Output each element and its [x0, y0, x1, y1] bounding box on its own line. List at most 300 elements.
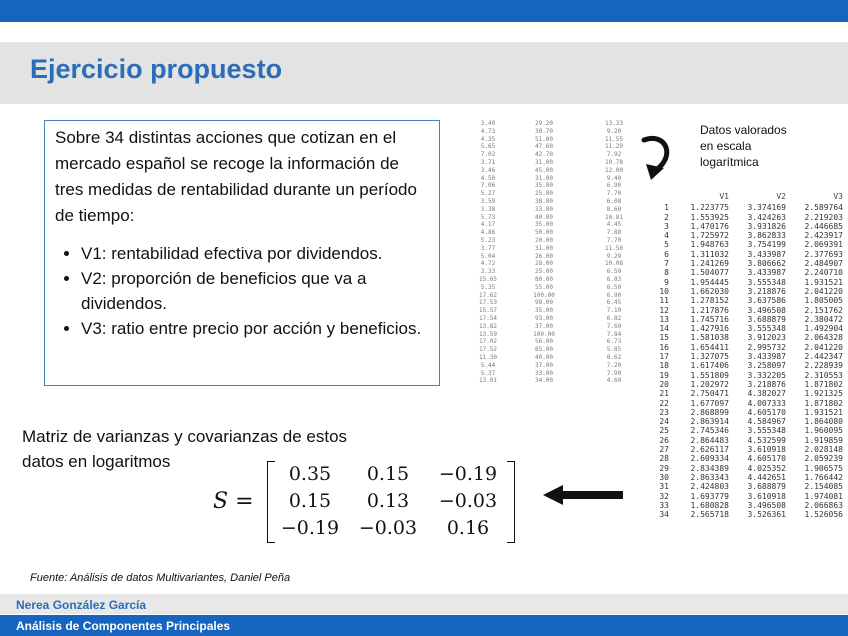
log-value-v1: 1.427916 [690, 324, 729, 334]
log-table-row [655, 352, 845, 361]
raw-data-cell: 50.00 [534, 229, 554, 237]
row-index: 1 [664, 203, 669, 213]
raw-data-cell: 93.00 [534, 314, 554, 322]
raw-data-cell: 35.00 [534, 307, 554, 315]
raw-data-cell: 30.70 [534, 127, 554, 135]
log-value-v1: 2.863343 [690, 472, 729, 482]
log-value-v1: 1.202972 [690, 379, 729, 389]
raw-data-cell: 6.50 [606, 268, 622, 276]
header-v1: V1 [719, 192, 729, 201]
raw-data-cell: 6.73 [606, 338, 622, 346]
log-value-v3: 2.219203 [804, 212, 843, 222]
raw-data-cell: 33.00 [534, 369, 554, 377]
header-v3: V3 [833, 192, 843, 201]
raw-data-cell: 3.33 [480, 268, 496, 276]
header-v2: V2 [776, 192, 786, 201]
log-value-v1: 2.626117 [690, 445, 729, 455]
log-value-v2: 3.496508 [747, 305, 786, 315]
raw-data-cell: 7.88 [606, 229, 622, 237]
raw-data-cell: 35.00 [534, 182, 554, 190]
log-value-v3: 1.974081 [804, 491, 843, 501]
variable-list [55, 241, 431, 341]
raw-data-cell: 6.90 [606, 182, 622, 190]
log-value-v3: 2.310553 [804, 370, 843, 380]
log-table-header [655, 192, 845, 201]
log-value-v1: 1.725972 [690, 231, 729, 241]
raw-data-column-3 [588, 120, 640, 430]
log-table-row [655, 417, 845, 426]
raw-data-cell: 7.84 [606, 330, 622, 338]
row-index: 19 [659, 370, 669, 380]
raw-data-cell: 98.00 [534, 299, 554, 307]
log-value-v1: 1.551809 [690, 370, 729, 380]
variable-item-v2: • V2: proporción de beneficios que va a dividendos. [81, 266, 431, 316]
log-value-v1: 1.654411 [690, 342, 729, 352]
log-value-v1: 1.677097 [690, 398, 729, 408]
log-table-row [655, 213, 845, 222]
raw-data-cell: 13.82 [478, 322, 498, 330]
raw-data-cell: 42.70 [534, 151, 554, 159]
row-index: 7 [664, 259, 669, 269]
log-value-v1: 1.662030 [690, 286, 729, 296]
log-table-row [655, 492, 845, 501]
note-line-2: en escala [700, 139, 752, 153]
log-value-v2: 3.555348 [747, 426, 786, 436]
row-index: 31 [659, 482, 669, 492]
log-value-v1: 1.278152 [690, 296, 729, 306]
log-value-v1: 1.223775 [690, 203, 729, 213]
log-value-v2: 4.382027 [747, 389, 786, 399]
row-index: 32 [659, 491, 669, 501]
log-value-v1: 1.581038 [690, 333, 729, 343]
raw-data-cell: 6.82 [606, 314, 622, 322]
problem-statement-box [44, 120, 440, 386]
raw-data-cell: 6.08 [606, 197, 622, 205]
row-index: 20 [659, 379, 669, 389]
raw-data-cell: 6.90 [606, 291, 622, 299]
log-value-v2: 4.532599 [747, 435, 786, 445]
raw-data-cell: 7.06 [480, 182, 496, 190]
raw-data-cell: 7.60 [606, 322, 622, 330]
header-index [655, 192, 672, 201]
row-index: 3 [664, 221, 669, 231]
log-table-row [655, 250, 845, 259]
log-value-v1: 1.504077 [690, 268, 729, 278]
log-table-row [655, 389, 845, 398]
log-value-v1: 2.863914 [690, 417, 729, 427]
log-value-v3: 2.041220 [804, 342, 843, 352]
raw-data-cell: 7.92 [606, 151, 622, 159]
log-value-v3: 1.766442 [804, 472, 843, 482]
log-value-v3: 1.919859 [804, 435, 843, 445]
right-bracket [507, 461, 515, 543]
raw-data-cell: 17.62 [478, 291, 498, 299]
log-value-v3: 1.871802 [804, 379, 843, 389]
row-index: 22 [659, 398, 669, 408]
log-value-v2: 3.526361 [747, 510, 786, 520]
raw-data-cell: 13.01 [478, 377, 498, 385]
row-index: 34 [659, 510, 669, 520]
matrix-cell-1-2: 0.15 [366, 463, 410, 485]
log-value-v2: 4.605170 [747, 454, 786, 464]
raw-data-cell: 35.00 [534, 221, 554, 229]
variable-item-v1: • V1: rentabilidad efectiva por dividendos. [81, 241, 431, 266]
raw-data-cell: 3.71 [480, 158, 496, 166]
raw-data-cell: 9.40 [606, 174, 622, 182]
log-table-row [655, 436, 845, 445]
curved-arrow-icon [636, 130, 682, 182]
raw-data-cell: 6.45 [606, 299, 622, 307]
log-table-row [655, 296, 845, 305]
raw-data-cell: 5.37 [480, 369, 496, 377]
log-value-v2: 4.442651 [747, 472, 786, 482]
log-table-row [655, 278, 845, 287]
log-value-v1: 2.834389 [690, 463, 729, 473]
raw-data-cell: 5.73 [480, 213, 496, 221]
raw-data-cell: 11.30 [478, 353, 498, 361]
row-index: 28 [659, 454, 669, 464]
row-index: 5 [664, 240, 669, 250]
raw-data-cell: 11.55 [604, 135, 624, 143]
log-value-v1: 2.868899 [690, 407, 729, 417]
log-value-v2: 4.584967 [747, 417, 786, 427]
raw-data-cell: 5.04 [480, 252, 496, 260]
row-index: 30 [659, 472, 669, 482]
raw-data-column-1 [462, 120, 514, 430]
row-index: 33 [659, 500, 669, 510]
log-table-row [655, 287, 845, 296]
raw-data-cell: 55.00 [534, 283, 554, 291]
log-value-v1: 2.745346 [690, 426, 729, 436]
log-table-row [655, 482, 845, 491]
raw-data-cell: 31.00 [534, 174, 554, 182]
log-value-v3: 1.931521 [804, 277, 843, 287]
log-value-v3: 1.931521 [804, 407, 843, 417]
matrix-cell-2-2: 0.13 [366, 490, 410, 512]
row-index: 26 [659, 435, 669, 445]
raw-data-cell: 9.20 [606, 127, 622, 135]
log-value-v1: 1.327075 [690, 352, 729, 362]
row-index: 16 [659, 342, 669, 352]
log-value-v1: 2.864483 [690, 435, 729, 445]
log-table-row [655, 324, 845, 333]
log-value-v2: 3.806662 [747, 259, 786, 269]
row-index: 10 [659, 286, 669, 296]
raw-data-cell: 8.60 [606, 205, 622, 213]
log-value-v3: 1.871802 [804, 398, 843, 408]
raw-data-cell: 31.00 [534, 244, 554, 252]
log-value-v1: 1.948763 [690, 240, 729, 250]
matrix-cell-1-1: 0.35 [288, 463, 332, 485]
log-value-v2: 3.433987 [747, 352, 786, 362]
log-value-v2: 3.496508 [747, 500, 786, 510]
matrix-cell-3-2: −0.03 [358, 517, 418, 539]
raw-data-cell: 9.29 [606, 252, 622, 260]
log-value-v3: 1.864080 [804, 417, 843, 427]
row-index: 11 [659, 296, 669, 306]
log-value-v1: 2.424803 [690, 482, 729, 492]
raw-data-cell: 26.00 [534, 252, 554, 260]
row-index: 18 [659, 361, 669, 371]
raw-data-cell: 4.60 [606, 377, 622, 385]
log-table-row [655, 259, 845, 268]
row-index: 29 [659, 463, 669, 473]
log-value-v1: 1.954445 [690, 277, 729, 287]
matrix-cell-2-1: 0.15 [288, 490, 332, 512]
log-value-v3: 2.059239 [804, 454, 843, 464]
raw-data-cell: 4.35 [480, 135, 496, 143]
log-table-row [655, 268, 845, 277]
raw-data-cell: 47.60 [534, 143, 554, 151]
raw-data-cell: 4.73 [480, 127, 496, 135]
raw-data-cell: 34.00 [534, 377, 554, 385]
raw-data-cell: 5.23 [480, 236, 496, 244]
row-index: 23 [659, 407, 669, 417]
log-table-row [655, 510, 845, 519]
log-value-v1: 1.470176 [690, 221, 729, 231]
log-value-v1: 1.241269 [690, 259, 729, 269]
log-value-v3: 1.960095 [804, 426, 843, 436]
source-citation: Fuente: Análisis de datos Multivariantes, Daniel Peña [30, 572, 291, 584]
row-index: 24 [659, 417, 669, 427]
raw-data-cell: 20.00 [534, 236, 554, 244]
log-table-row [655, 222, 845, 231]
raw-data-cell: 7.10 [606, 307, 622, 315]
log-value-v2: 2.995732 [747, 342, 786, 352]
row-index: 15 [659, 333, 669, 343]
log-value-v2: 3.433987 [747, 249, 786, 259]
log-value-v2: 3.218876 [747, 286, 786, 296]
matrix-cell-3-3: 0.16 [446, 517, 490, 539]
left-arrow-icon [543, 485, 625, 505]
log-value-v3: 1.921325 [804, 389, 843, 399]
matrix-caption-line-1: Matriz de varianzas y covarianzas de estos [22, 427, 348, 446]
log-value-v1: 2.609334 [690, 454, 729, 464]
row-index: 27 [659, 445, 669, 455]
raw-data-cell: 7.20 [606, 361, 622, 369]
log-table-row [655, 454, 845, 463]
raw-data-cell: 12.00 [604, 166, 624, 174]
raw-data-cell: 13.33 [604, 120, 624, 127]
log-value-v2: 3.218876 [747, 379, 786, 389]
log-value-v2: 3.688879 [747, 314, 786, 324]
log-value-v2: 4.605170 [747, 407, 786, 417]
log-value-v3: 2.240710 [804, 268, 843, 278]
raw-data-cell: 3.59 [480, 197, 496, 205]
log-value-v1: 1.217876 [690, 305, 729, 315]
raw-data-cell: 15.65 [478, 275, 498, 283]
log-value-v2: 3.424263 [747, 212, 786, 222]
log-value-v3: 2.228939 [804, 361, 843, 371]
raw-data-cell: 37.00 [534, 322, 554, 330]
log-value-v2: 3.688879 [747, 482, 786, 492]
matrix-cell-1-3: −0.19 [438, 463, 498, 485]
footer-author: Nerea González García [16, 598, 147, 612]
raw-data-cell: 6.83 [606, 275, 622, 283]
raw-data-cell: 7.90 [606, 369, 622, 377]
log-table-row [655, 501, 845, 510]
log-table-row [655, 315, 845, 324]
raw-data-cell: 7.02 [480, 151, 496, 159]
raw-data-cell: 4.45 [606, 221, 622, 229]
raw-data-cell: 100.00 [533, 330, 555, 338]
log-value-v1: 2.565718 [690, 510, 729, 520]
log-data-table [655, 192, 845, 564]
log-value-v1: 2.750471 [690, 389, 729, 399]
raw-data-cell: 15.57 [478, 307, 498, 315]
raw-data-cell: 7.70 [606, 190, 622, 198]
raw-data-cell: 10.78 [604, 158, 624, 166]
log-value-v3: 2.380472 [804, 314, 843, 324]
note-line-1: Datos valorados [700, 123, 787, 137]
log-value-v2: 4.025352 [747, 463, 786, 473]
raw-data-cell: 5.44 [480, 361, 496, 369]
log-value-v3: 2.064328 [804, 333, 843, 343]
log-value-v3: 1.805005 [804, 296, 843, 306]
raw-data-cell: 6.50 [606, 283, 622, 291]
raw-data-cell: 13.59 [478, 330, 498, 338]
raw-data-cell: 25.00 [534, 268, 554, 276]
log-value-v3: 1.492904 [804, 324, 843, 334]
log-value-v2: 3.912023 [747, 333, 786, 343]
log-value-v1: 1.745716 [690, 314, 729, 324]
log-value-v3: 2.066863 [804, 500, 843, 510]
log-value-v3: 1.526056 [804, 510, 843, 520]
log-value-v3: 2.151762 [804, 305, 843, 315]
raw-data-cell: 51.00 [534, 135, 554, 143]
log-value-v3: 2.069391 [804, 240, 843, 250]
raw-data-cell: 29.20 [534, 120, 554, 127]
log-value-v2: 3.374169 [747, 203, 786, 213]
log-value-v2: 3.637586 [747, 296, 786, 306]
log-table-row [655, 426, 845, 435]
log-value-v1: 1.680828 [690, 500, 729, 510]
row-index: 13 [659, 314, 669, 324]
matrix-cell-3-1: −0.19 [280, 517, 340, 539]
log-table-row [655, 371, 845, 380]
row-index: 2 [664, 212, 669, 222]
log-value-v1: 1.693779 [690, 491, 729, 501]
raw-data-cell: 100.00 [533, 291, 555, 299]
raw-data-cell: 37.00 [534, 361, 554, 369]
row-index: 17 [659, 352, 669, 362]
log-value-v3: 2.484907 [804, 259, 843, 269]
footer-subject: Análisis de Componentes Principales [16, 619, 231, 633]
log-value-v3: 2.446685 [804, 221, 843, 231]
log-value-v2: 3.754199 [747, 240, 786, 250]
raw-data-cell: 4.86 [480, 229, 496, 237]
log-value-v2: 3.610918 [747, 491, 786, 501]
raw-data-cell: 5.35 [480, 283, 496, 291]
matrix-cell-2-3: −0.03 [438, 490, 498, 512]
raw-data-column-2 [518, 120, 570, 430]
raw-data-cell: 4.17 [480, 221, 496, 229]
log-table-row [655, 445, 845, 454]
log-table-row [655, 203, 845, 212]
log-value-v3: 2.377693 [804, 249, 843, 259]
raw-data-cell: 45.00 [534, 166, 554, 174]
log-table-row [655, 473, 845, 482]
raw-data-cell: 11.50 [604, 244, 624, 252]
log-value-v3: 2.028148 [804, 445, 843, 455]
matrix-caption-line-2: datos en logaritmos [22, 452, 171, 471]
row-index: 6 [664, 249, 669, 259]
raw-data-cell: 56.00 [534, 338, 554, 346]
row-index: 21 [659, 389, 669, 399]
log-table-row [655, 408, 845, 417]
raw-data-cell: 40.00 [534, 353, 554, 361]
row-index: 9 [664, 277, 669, 287]
log-value-v3: 2.041220 [804, 286, 843, 296]
problem-intro: Sobre 34 distintas acciones que cotizan en el mercado español se recoge la información de tres medidas de rentabilidad durante un período de tiempo: [55, 128, 417, 225]
raw-data-cell: 40.00 [534, 213, 554, 221]
raw-data-cell: 28.00 [534, 260, 554, 268]
left-bracket [267, 461, 275, 543]
raw-data-cell: 4.50 [480, 174, 496, 182]
row-index: 25 [659, 426, 669, 436]
log-scale-note [700, 122, 787, 170]
raw-data-cell: 3.46 [480, 166, 496, 174]
variable-item-v3: • V3: ratio entre precio por acción y beneficios. [81, 316, 431, 341]
raw-data-cell: 25.00 [534, 190, 554, 198]
log-table-row [655, 240, 845, 249]
log-table-row [655, 231, 845, 240]
raw-data-cell: 3.38 [480, 205, 496, 213]
row-index: 8 [664, 268, 669, 278]
covariance-matrix [213, 461, 523, 545]
note-line-3: logarítmica [700, 155, 759, 169]
log-value-v2: 3.862833 [747, 231, 786, 241]
log-value-v3: 2.154085 [804, 482, 843, 492]
top-accent-bar [0, 0, 848, 22]
raw-data-cell: 7.70 [606, 236, 622, 244]
raw-data-cell: 5.65 [480, 143, 496, 151]
log-value-v1: 1.617406 [690, 361, 729, 371]
matrix-symbol: S = [213, 489, 254, 514]
log-table-row [655, 333, 845, 342]
raw-data-cell: 17.52 [478, 346, 498, 354]
log-value-v2: 3.332205 [747, 370, 786, 380]
log-table-row [655, 464, 845, 473]
raw-data-cell: 3.77 [480, 244, 496, 252]
raw-data-cell: 85.00 [534, 346, 554, 354]
log-value-v3: 1.906575 [804, 463, 843, 473]
slide-title: Ejercicio propuesto [30, 54, 283, 84]
log-table-row [655, 306, 845, 315]
log-value-v3: 2.423917 [804, 231, 843, 241]
raw-data-cell: 38.00 [534, 197, 554, 205]
raw-data-cell: 8.62 [606, 353, 622, 361]
log-value-v2: 3.610918 [747, 445, 786, 455]
log-value-v2: 3.931826 [747, 221, 786, 231]
log-value-v1: 1.311032 [690, 249, 729, 259]
raw-data-cell: 17.54 [478, 314, 498, 322]
raw-data-cell: 17.02 [478, 338, 498, 346]
log-value-v2: 3.555348 [747, 277, 786, 287]
raw-data-cell: 5.85 [606, 346, 622, 354]
log-table-row [655, 380, 845, 389]
raw-data-cell: 31.00 [534, 158, 554, 166]
log-value-v2: 3.433987 [747, 268, 786, 278]
log-value-v2: 3.258097 [747, 361, 786, 371]
log-value-v2: 3.555348 [747, 324, 786, 334]
row-index: 14 [659, 324, 669, 334]
raw-data-cell: 3.40 [480, 120, 496, 127]
raw-data-cell: 33.00 [534, 205, 554, 213]
log-value-v1: 1.553925 [690, 212, 729, 222]
log-table-row [655, 343, 845, 352]
log-table-row [655, 361, 845, 370]
